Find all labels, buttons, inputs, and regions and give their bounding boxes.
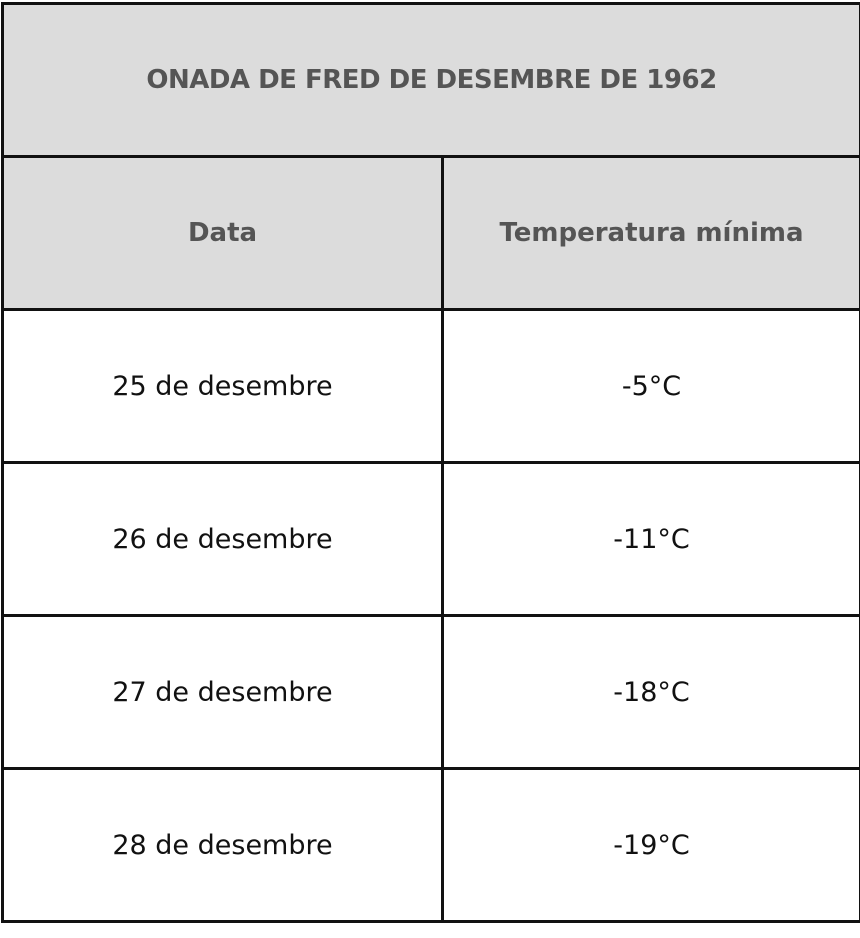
- date-cell: 25 de desembre: [3, 310, 443, 463]
- date-cell: 28 de desembre: [3, 769, 443, 922]
- temperature-cell: -5°C: [443, 310, 860, 463]
- table-title-row: [3, 4, 860, 157]
- column-header-min-temp: Temperatura mínima: [443, 157, 860, 310]
- date-cell: 27 de desembre: [3, 616, 443, 769]
- table-row: [3, 769, 860, 922]
- table-row: [3, 310, 860, 463]
- column-header-date: Data: [3, 157, 443, 310]
- date-cell: 26 de desembre: [3, 463, 443, 616]
- cold-wave-table: [1, 2, 860, 923]
- temperature-cell: -19°C: [443, 769, 860, 922]
- temperature-cell: -11°C: [443, 463, 860, 616]
- table-row: [3, 616, 860, 769]
- table-header-row: [3, 157, 860, 310]
- temperature-cell: -18°C: [443, 616, 860, 769]
- table-title: ONADA DE FRED DE DESEMBRE DE 1962: [3, 4, 860, 157]
- table-row: [3, 463, 860, 616]
